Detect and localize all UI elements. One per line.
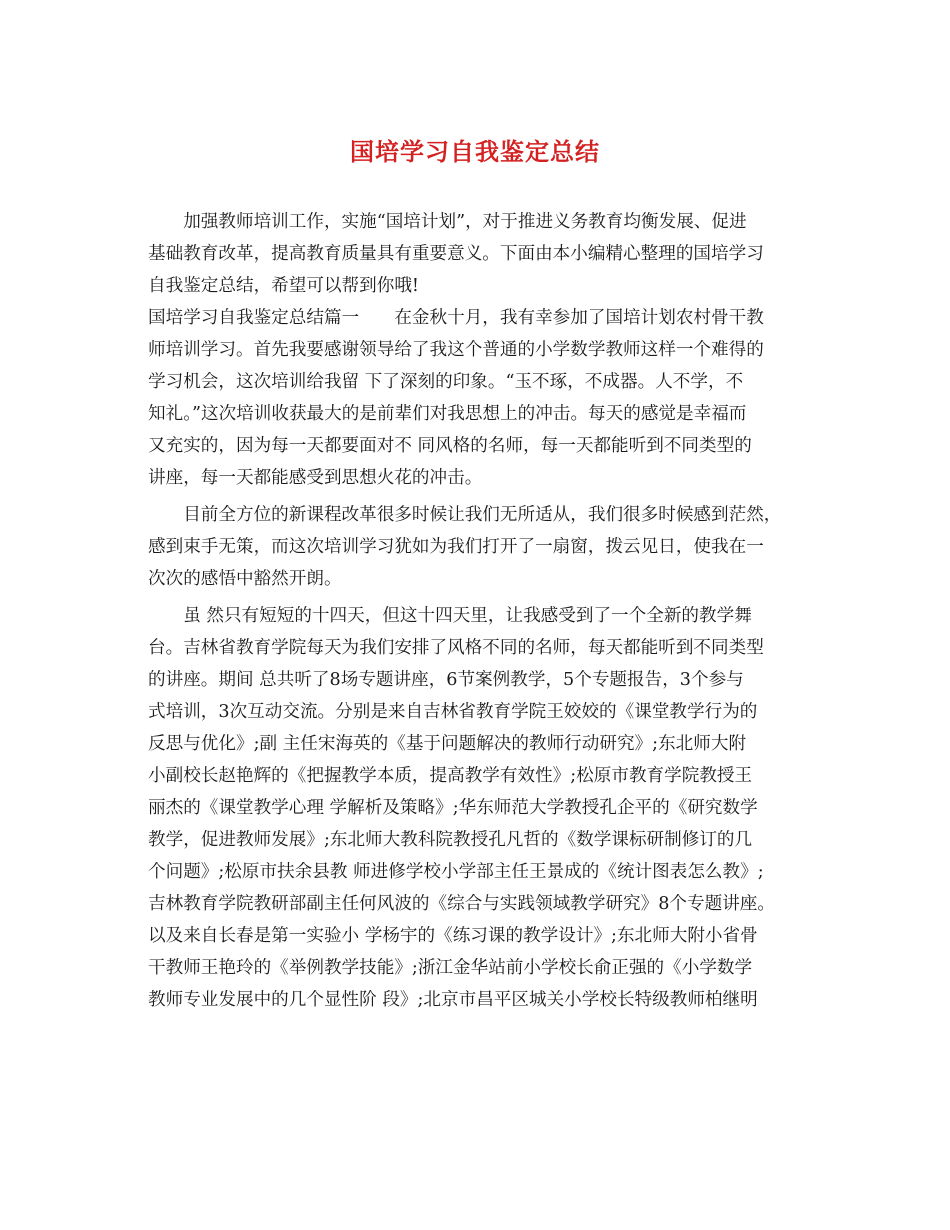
text-line: 教学，促进教师发展》;东北师大教科院教授孔凡哲的《数学课标研制修订的几	[148, 830, 753, 850]
document-title: 国培学习自我鉴定总结	[350, 138, 600, 166]
text-line: 学习机会，这次培训给我留 下了深刻的印象。“玉不琢，不成器。人不学，不	[148, 372, 744, 392]
text-line: 式培训，3次互动交流。分别是来自吉林省教育学院王姣姣的《课堂教学行为的	[148, 702, 758, 722]
text-line: 又充实的，因为每一天都要面对不 同风格的名师，每一天都能听到不同类型的	[148, 436, 752, 456]
text-line: 教师专业发展中的几个显性阶 段》;北京市昌平区城关小学校长特级教师柏继明	[148, 990, 758, 1010]
text-line: 虽 然只有短短的十四天，但这十四天里，让我感受到了一个全新的教学舞	[148, 606, 752, 626]
text-line: 丽杰的《课堂教学心理 学解析及策略》;华东师范大学教授孔企平的《研究数学	[148, 798, 758, 818]
document-body	[148, 206, 828, 1016]
text-line: 感到束手无策，而这次培训学习犹如为我们打开了一扇窗，拨云见日，使我在一	[148, 537, 764, 557]
text-line: 个问题》;松原市扶余县教 师进修学校小学部主任王景成的《统计图表怎么教》;	[148, 862, 764, 882]
text-line: 目前全方位的新课程改革很多时候让我们无所适从，我们很多时候感到茫然，	[148, 505, 782, 525]
text-line: 台。吉林省教育学院每天为我们安排了风格不同的名师，每天都能听到不同类型	[148, 638, 764, 658]
text-line: 国培学习自我鉴定总结篇一 在金秋十月，我有幸参加了国培计划农村骨干教	[148, 308, 764, 328]
text-line: 知礼。”这次培训收获最大的是前辈们对我思想上的冲击。每天的感觉是幸福而	[148, 404, 747, 424]
text-line: 师培训学习。首先我要感谢领导给了我这个普通的小学数学教师这样一个难得的	[148, 340, 764, 360]
text-line: 吉林教育学院教研部副主任何风波的《综合与实践领域教学研究》8个专题讲座。	[148, 894, 775, 914]
text-line: 讲座，每一天都能感受到思想火花的冲击。	[148, 468, 483, 488]
text-line: 的讲座。期间 总共听了8场专题讲座，6节案例教学，5个专题报告，3个参与	[148, 670, 744, 690]
text-line: 加强教师培训工作，实施“国培计划”，对于推进义务教育均衡发展、促进	[148, 212, 747, 232]
text-line: 基础教育改革，提高教育质量具有重要意义。下面由本小编精心整理的国培学习	[148, 244, 764, 264]
text-line: 小副校长赵艳辉的《把握教学本质，提高教学有效性》;松原市教育学院教授王	[148, 766, 753, 786]
text-line: 以及来自长春是第一实验小 学杨宇的《练习课的教学设计》;东北师大附小省骨	[148, 926, 758, 946]
text-line: 反思与优化》;副 主任宋海英的《基于问题解决的教师行动研究》;东北师大附	[148, 734, 747, 754]
text-line: 自我鉴定总结，希望可以帮到你哦!	[148, 276, 419, 296]
text-line: 次次的感悟中豁然开朗。	[148, 569, 342, 589]
text-line: 干教师王艳玲的《举例教学技能》;浙江金华站前小学校长俞正强的《小学数学	[148, 958, 753, 978]
